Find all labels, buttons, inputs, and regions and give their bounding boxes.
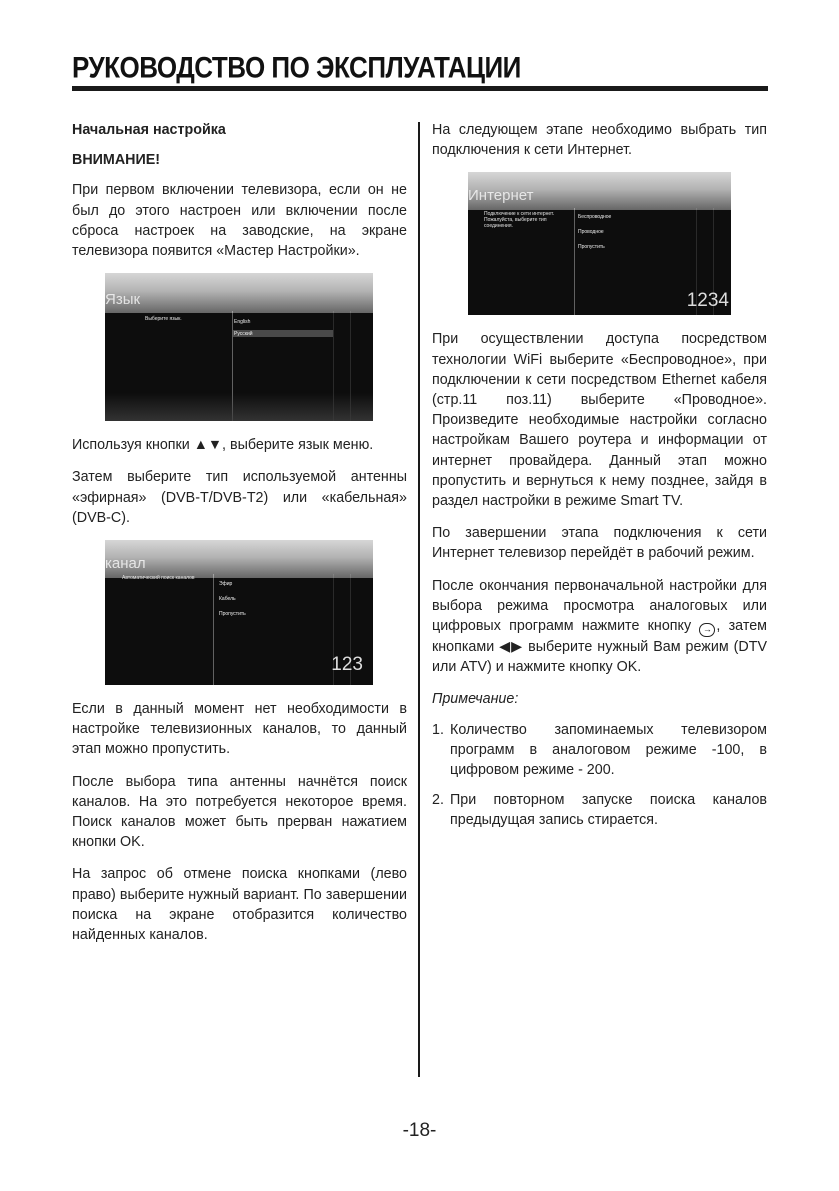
note-title: Примечание: (432, 691, 519, 708)
paragraph: По завершении этапа подключения к сети Интернет телевизор перейдёт в рабочий режим. (432, 525, 767, 562)
option-skip: Пропустить (578, 244, 605, 251)
column-divider (418, 122, 420, 1077)
option-wireless: Беспроводное (578, 214, 612, 221)
list-text: При повторном запуске поиска каналов предыдущая запись стирается. (450, 792, 767, 829)
paragraph: На следующем этапе необходимо выбрать тип подключения к сети Интернет. (432, 122, 767, 159)
option-skip: Пропустить (219, 611, 246, 618)
paragraph: Если в данный момент нет необходимости в настройке телевизионных каналов, то данный этап можно пропустить. (72, 701, 407, 758)
screen-heading: Интернет (468, 187, 534, 205)
paragraph: Используя кнопки ▲▼, выберите язык меню. (72, 437, 374, 454)
option-english: English (234, 319, 251, 326)
option-cable: Кабель (219, 596, 236, 603)
page-title: РУКОВОДСТВО ПО ЭКСПЛУАТАЦИИ (72, 50, 521, 85)
list-number: 1. (432, 721, 444, 738)
list-number: 2. (432, 792, 444, 809)
option-wired: Проводное (578, 229, 604, 236)
channel-screenshot (105, 540, 373, 685)
section-heading: Начальная настройка (72, 122, 226, 138)
screen-heading: канал (105, 555, 146, 573)
screen-prompt: Автоматический поиск каналов (122, 575, 195, 582)
option-russian: Русский (234, 331, 253, 338)
title-rule (72, 86, 768, 91)
paragraph-part: , затем кнопками ◀▶ выберите нужный Вам режим (DTV или ATV) и нажмите кнопку OK. (432, 618, 767, 676)
paragraph: Затем выберите тип используемой антенны «эфирная» (DVB-T/DVB-T2) или «кабельная» (DVB-C). (72, 469, 407, 526)
language-screenshot (105, 273, 373, 421)
paragraph (432, 576, 767, 678)
internet-screenshot (468, 172, 731, 315)
right-column (432, 120, 767, 841)
screen-heading: Язык (105, 291, 141, 309)
paragraph: На запрос об отмене поиска кнопками (лево право) выберите нужный вариант. По завершении поиска на экране отобразится количество найденных каналов. (72, 866, 407, 944)
paragraph-part: После окончания первоначальной настройки для выбора режима просмотра аналоговых или цифровых программ нажмите кнопку (432, 577, 767, 635)
list-item (432, 790, 767, 830)
paragraph: При осуществлении доступа посредством технологии WiFi выберите «Беспроводное», при подключении к сети посредством Ethernet кабеля (стр.11 поз.11) выберите «Проводное». Произведите необходимые настройки согласно настройкам Вашего роутера и информации от интернет провайдера. Данный этап можно пропустить и вернуться к нему позднее, зайдя в раздел настройки в режиме Smart TV. (432, 331, 767, 510)
screen-prompt: Подключение к сети интернет. Пожалуйста, выберите тип соединения. (484, 211, 555, 230)
option-air: Эфир (219, 581, 233, 588)
input-source-icon: → (699, 623, 715, 637)
warning-label: ВНИМАНИЕ! (72, 152, 161, 169)
page-number: -18- (402, 1120, 437, 1141)
paragraph: После выбора типа антенны начнётся поиск каналов. На это потребуется некоторое время. Поиск каналов может быть прерван нажатием кнопки OK. (72, 773, 407, 851)
step-number: 1234 (686, 290, 729, 312)
list-text: Количество запоминаемых телевизором программ в аналоговом режиме -100, в цифровом режиме - 200. (450, 721, 767, 779)
step-number: 123 (331, 653, 363, 675)
list-item (432, 720, 767, 781)
screen-prompt: Выберите язык. (145, 316, 182, 323)
notes-list (432, 720, 767, 831)
left-column (72, 120, 407, 957)
paragraph: При первом включении телевизора, если он не был до этого настроен или включении после сброса настроек на заводские, на экране телевизора появится «Мастер Настройки». (72, 182, 407, 260)
